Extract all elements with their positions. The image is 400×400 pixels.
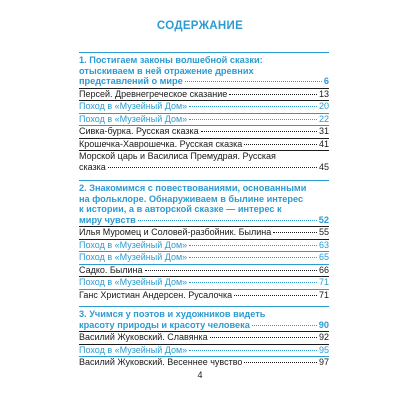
toc-entry[interactable] xyxy=(79,114,329,125)
entry-title: Поход в «Музейный Дом» xyxy=(79,101,188,111)
entry-title: Поход в «Музейный Дом» xyxy=(79,344,188,355)
entry-title: Поход в «Музейный Дом» xyxy=(79,277,188,287)
toc-entry[interactable] xyxy=(79,126,329,137)
toc-entry[interactable] xyxy=(79,101,329,112)
toc-entry[interactable] xyxy=(79,240,329,251)
entry-title: Поход в «Музейный Дом» xyxy=(79,252,188,262)
section-page-number: 90 xyxy=(318,319,329,330)
entry-title: Илья Муромец и Соловей-разбойник. Былина xyxy=(79,227,272,237)
toc-entry[interactable] xyxy=(79,139,329,150)
section-heading xyxy=(79,52,329,87)
section-heading-line: к истории, а в авторской сказке — интерес к xyxy=(79,204,282,214)
toc-entry[interactable] xyxy=(79,265,329,276)
toc-entry[interactable] xyxy=(79,277,329,288)
entry-title: Поход в «Музейный Дом» xyxy=(79,239,188,250)
section-heading-line: 3. Учимся у поэтов и художников видеть xyxy=(79,309,266,319)
toc-entry[interactable] xyxy=(79,227,329,238)
toc-entry[interactable] xyxy=(79,345,329,356)
entry-title: Персей. Древнегреческое сказание xyxy=(79,88,228,99)
entry-title: Поход в «Музейный Дом» xyxy=(79,113,188,124)
page-title: СОДЕРЖАНИЕ xyxy=(156,20,244,32)
section-heading-line: на фольклоре. Обнаруживаем в былине интерес xyxy=(79,193,304,204)
entry-page: 55 xyxy=(318,227,329,237)
entry-page: 92 xyxy=(318,332,329,342)
toc-entry[interactable] xyxy=(79,357,329,368)
entry-title: Василий Жуковский. Весеннее чувство xyxy=(79,357,243,367)
entry-page: 20 xyxy=(318,101,329,111)
section-page-number: 6 xyxy=(323,76,329,86)
entry-title: Сивка-бурка. Русская сказка xyxy=(79,126,199,136)
toc-entry[interactable] xyxy=(79,151,329,172)
entry-page: 41 xyxy=(318,138,329,149)
entry-page: 22 xyxy=(318,113,329,124)
section-heading xyxy=(79,180,329,225)
toc-section-2 xyxy=(79,180,329,300)
entry-title: Морской царь и Василиса Премудрая. Русская xyxy=(79,151,276,161)
entry-page: 71 xyxy=(318,289,329,300)
entry-page: 97 xyxy=(318,357,329,367)
entry-title: Садко. Былина xyxy=(79,264,143,275)
entry-title: Крошечка-Хаврошечка. Русская сказка xyxy=(79,138,243,149)
section-heading-line: миру чувств xyxy=(79,214,136,225)
entry-page: 65 xyxy=(318,252,329,262)
entry-title: сказка xyxy=(79,161,106,172)
toc-entry[interactable] xyxy=(79,252,329,263)
section-heading-line: отыскиваем в ней отражение древних xyxy=(79,65,254,76)
entry-page: 63 xyxy=(318,239,329,250)
entry-title: Ганс Христиан Андерсен. Русалочка xyxy=(79,289,233,300)
toc-entry[interactable] xyxy=(79,89,329,100)
entry-title: Василий Жуковский. Славянка xyxy=(79,332,208,342)
toc-section-1 xyxy=(79,52,329,172)
section-heading-line: красоту природы и красоту человека xyxy=(79,319,250,330)
section-heading-line: 2. Знакомимся с повествованиями, основанными xyxy=(79,183,307,193)
entry-page: 95 xyxy=(318,344,329,355)
entry-page: 31 xyxy=(318,126,329,136)
section-page-number: 52 xyxy=(318,214,329,225)
page-number: 4 xyxy=(197,370,203,380)
entry-page: 71 xyxy=(318,277,329,287)
section-heading-line: представлений о мире xyxy=(79,76,183,86)
entry-page: 45 xyxy=(318,161,329,172)
section-heading-line: 1. Постигаем законы волшебной сказки: xyxy=(79,55,263,65)
entry-page: 66 xyxy=(318,264,329,275)
entry-page: 13 xyxy=(318,88,329,99)
toc-entry[interactable] xyxy=(79,332,329,343)
section-heading xyxy=(79,306,329,330)
toc-section-3 xyxy=(79,306,329,368)
toc-entry[interactable] xyxy=(79,290,329,301)
